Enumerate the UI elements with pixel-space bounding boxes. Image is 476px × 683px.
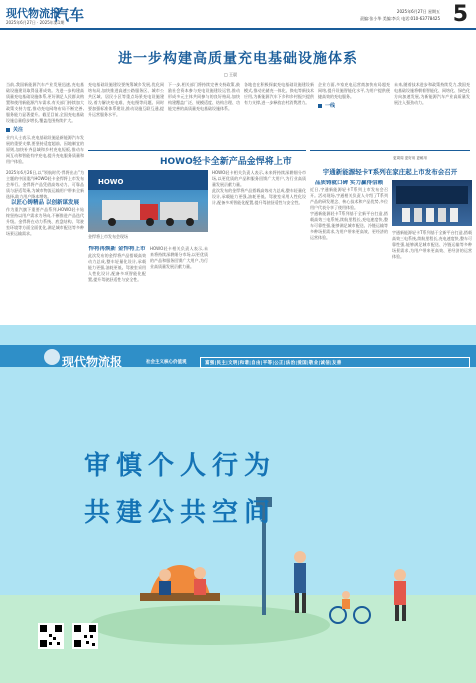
article2-headline: HOWO轻卡全新产品金悍将上市 <box>160 157 292 167</box>
main-headline: 进一步构建高质量充电基础设施体系 <box>118 51 358 67</box>
tag-square-icon <box>6 128 10 132</box>
article2-column-1 <box>6 170 84 320</box>
main-col4-text: 各地也在积极探索充电基础设施建设新模式,推动光储充一体化、换电等新技术应用,为新能源汽车下乡和乡村振兴提供有力支撑,进一步释放农村消费潜力。 <box>244 82 314 105</box>
main-col5-text: 未来,随着技术进步和政策持续发力,我国充电基础设施将朝着智能化、网络化、绿色化方向加速发展,为新能源汽车产业高质量发展注入强劲动力。 <box>394 82 470 105</box>
article3-col1-text: 近日,宇通新能源轻卡T系列上市发布会召开。活动现场,宇通相关负责人介绍了T系列产品的研发理念、核心技术和产品优势,多位用户代表分享了使用体验。 <box>310 187 388 210</box>
newspaper-logo: 现代物流报 <box>6 7 61 20</box>
main-column-3 <box>168 82 240 146</box>
article2-column-3 <box>212 170 306 322</box>
photo-caption-text: 金悍将上市发布会现场 <box>88 234 128 239</box>
truck-photo-illustration <box>88 170 208 232</box>
article2-col3-text: HOWO轻卡相关负责人表示,未来将持续深耕细分市场,以更优质的产品和服务回馈广大用户,为行业高质量发展贡献力量。 <box>150 246 208 269</box>
tag-frontline-label: 一线 <box>325 103 336 109</box>
main-column-2 <box>88 82 164 146</box>
event-photo <box>392 180 472 226</box>
article2-subhead-2: 悍将再焕新 金悍将上市 <box>88 246 146 252</box>
article2-col1-text2: 作为重汽旗下重要产品系列,HOWO轻卡始终坚持以用户需求为导向,不断推进产品迭代升级。金悍将在动力系统、底盘结构、驾驶室环境等方面全面优化,满足城市配送等多种场景运输需求。 <box>6 207 84 236</box>
ad-title-line-1: 审慎个人行为 <box>84 451 277 481</box>
main-byline: □ 王晨 <box>224 72 238 77</box>
page-header <box>0 0 476 30</box>
article2-column-2 <box>88 246 146 322</box>
date-info <box>330 8 440 22</box>
editor-line: 责编:张小华 美编:李兵 电话:010-63778425 <box>359 16 440 21</box>
tag-focus-label: 关注 <box>13 127 24 133</box>
page-number: 5 <box>452 2 468 27</box>
qr-code-icon <box>72 623 98 649</box>
article2-col1-text: 2025年6月26日,以“领航时代·悍将出击”为主题的中国重汽HOWO轻卡金悍将上市发布会举行。金悍将产品凭借高效动力、可靠品质与舒适驾乘,为城市物流运输用户带来全新选择,助力用户降本增效。 <box>6 170 84 199</box>
article2-col2-text: 此次发布的金悍将产品搭载高效动力总成,整车轻量化设计,承载能力更强,油耗更低。驾驶室采用人性化设计,配备多项智能化配置,提升驾驶舒适性与安全性。 <box>88 253 146 282</box>
tag-frontline <box>318 102 390 109</box>
main-column-4 <box>244 82 314 146</box>
ad-subtitle: 社会主义核心价值观 <box>146 360 187 365</box>
ad-newspaper-logo: 现代物流报 <box>62 355 123 369</box>
article2-subhead-1: 以匠心铸精品 以创新谋发展 <box>11 200 79 206</box>
article2-col3-text-more: HOWO轻卡相关负责人表示,未来将持续深耕细分市场,以更优质的产品和服务回馈广大用户,为行业高质量发展贡献力量。 <box>212 170 306 187</box>
tag-focus <box>6 126 84 133</box>
article3-col2-text: 宇通新能源轻卡T系列基于全新平台打造,搭载高效三电系统,续航里程长,充电速度快,整车可靠性强,能够满足城市配送、冷链运输等多种场景需求,为用户带来更高效、更经济的运营体验。 <box>310 211 388 240</box>
main-col4-text2: 企业方面,多家充电运营商加快布局超充网络,提升设施智能化水平,为用户提供便捷高效的充电服务。 <box>318 82 390 99</box>
event-photo-illustration <box>392 180 472 226</box>
issue-info: 2025年6月27日 · 2025年第1期 <box>6 20 65 25</box>
main-col1-text2: 业内人士表示,充电基础设施是新能源汽车发展的重要支撑,要坚持适度超前、因地制宜的原则,加快补齐县域和乡村充电短板,推动车网互动和智能有序充电,提升充电服务质量和用户体验。 <box>6 135 84 164</box>
date-line: 2025年6月27日 星期五 <box>396 9 440 14</box>
article3-column-1 <box>310 180 388 322</box>
qr-code-icon <box>38 623 64 649</box>
divider <box>88 150 306 151</box>
tag-square-icon <box>318 104 322 108</box>
section-title: 汽车 <box>54 6 85 24</box>
photo-caption <box>88 234 208 244</box>
article3-kicker: 更周周 更好用 更耐用 <box>393 156 427 160</box>
public-service-ad <box>0 325 476 683</box>
article3-subhead: 品质铸就口碑 实力赢得信赖 <box>315 180 383 186</box>
main-col2-text: 充电基础设施建设要统筹城乡发展,优化网络布局,加快推进高速公路服务区、城市公共区域、居民小区等重点场景充电设施建设,着力解决充电难、充电慢等问题。同时要加强标准体系建设,推动设施互联互通,提升运营服务水平。 <box>88 82 164 117</box>
main-col1-text: 当前,我国新能源汽车产业发展迅速,充电基础设施建设取得显著成效。为进一步构建高质量充电基础设施体系,更好满足人民群众购置和使用新能源汽车需求,有关部门持续加大政策支持力度,推动充电网络布局不断完善,服务能力显著提升。截至目前,全国充电基础设施总量稳步增长,覆盖范围持续扩大。 <box>6 82 84 123</box>
article3-headline: 宇通新能源轻卡T系列在家庄起上市发布会召开 <box>322 168 458 176</box>
svg-text:HOWO: HOWO <box>98 178 124 186</box>
main-col3-text: 下一步,相关部门将持续完善支持政策,鼓励社会资本参与充电设施建设运营,推动形成多元主体共同参与的良好格局,加快构建覆盖广泛、规模适度、结构合理、功能完善的高质量充电基础设施体系。 <box>168 82 240 111</box>
qr-code[interactable] <box>72 623 98 649</box>
divider <box>310 150 470 151</box>
article3-column-2 <box>392 230 472 322</box>
truck-launch-photo <box>88 170 208 232</box>
qr-code[interactable] <box>38 623 64 649</box>
main-column-4b <box>318 82 390 146</box>
article2-col2-text-more: 此次发布的金悍将产品搭载高效动力总成,整车轻量化设计,承载能力更强,油耗更低。驾驶室采用人性化设计,配备多项智能化配置,提升驾驶舒适性与安全性。 <box>212 188 306 205</box>
main-column-5 <box>394 82 470 146</box>
article3-col2-text-more: 宇通新能源轻卡T系列基于全新平台打造,搭载高效三电系统,续航里程长,充电速度快,整车可靠性强,能够满足城市配送、冷链运输等多种场景需求,为用户带来更高效、更经济的运营体验。 <box>392 230 472 259</box>
article2-column-2b <box>150 246 208 322</box>
ad-title-line-2: 共建公共空间 <box>84 498 277 528</box>
core-values-bar: 富强|民主|文明|和谐|自由|平等|公正|法治|爱国|敬业|诚信|友善 <box>200 357 470 368</box>
